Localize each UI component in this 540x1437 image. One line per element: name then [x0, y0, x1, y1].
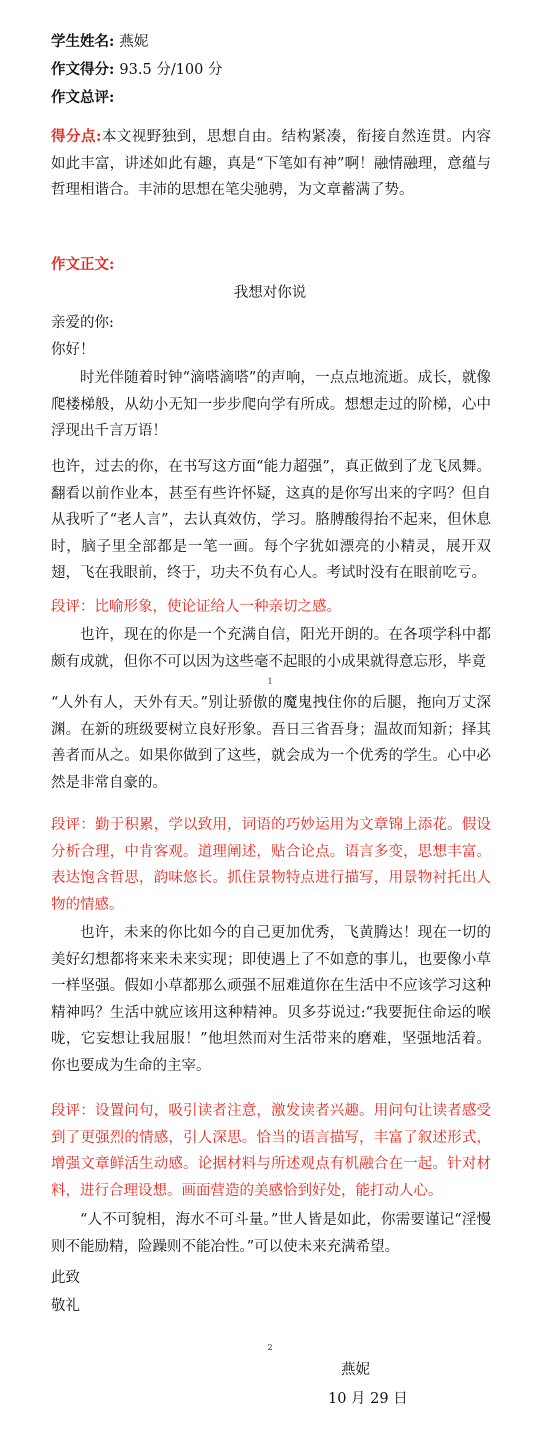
paragraph-comment-2: 段评：勤于积累，学以致用，词语的巧妙运用为文章锦上添花。假设分析合理，中肯客观。道理阐述，贴合论点。语言多变，思想丰富。表达饱含哲思，韵味悠长。抓住景物特点进行描写，用景物衬托出人物的情感。	[51, 817, 491, 913]
signature: 燕妮	[341, 1362, 370, 1378]
salutation: 亲爱的你:	[51, 315, 114, 331]
page-number-1: 1	[267, 677, 273, 686]
student-name-row	[51, 30, 491, 54]
essay-paragraph-3-part-1: 也许，现在的你是一个充满自信，阳光开朗的。在各项学科中都颇有成就，但你不可以因为这些毫不起眼的小成果就得意忘形，毕竟	[51, 627, 491, 670]
score-row	[51, 58, 491, 82]
essay-paragraph-4: 也许，未来的你比如今的自己更加优秀，飞黄腾达！现在一切的美好幻想都将来来未来实现；即使遇上了不如意的事儿，也要像小草一样坚强。假如小草都那么顽强不屈难道你在生活中不应该学习这种精神吗？生活中就应该用这种精神。贝多芬说过:“我要扼住命运的喉咙，它妄想让我屈服！”他坦然而对生活带来的磨难，坚强地活着。你也要成为生命的主宰。	[51, 925, 491, 1074]
essay-paragraph-3-part-2: “人外有人，天外有天。”别让骄傲的魔鬼拽住你的后腿，拖向万丈深渊。在新的班级要树立良好形象。吾日三省吾身；温故而知新；择其善者而从之。如果你做到了这些，就会成为一个优秀的学生。心中必然是非常自豪的。	[51, 695, 491, 791]
overall-comment-label: 作文总评:	[51, 89, 115, 106]
score-point-label: 得分点:	[51, 128, 102, 145]
paragraph-comment-3: 段评：设置问句，吸引读者注意，激发读者兴趣。用问句让读者感受到了更强烈的情感，引人深思。恰当的语言描写，丰富了叙述形式，增强文章鲜活生动感。论据材料与所述观点有机融合在一起。针对材料，进行合理设想。画面营造的美感恰到好处，能打动人心。	[51, 1103, 491, 1199]
paragraph-comment-1: 段评：比喻形象，使论证给人一种亲切之感。	[51, 599, 341, 615]
essay-paragraph-1: 时光伴随着时钟“滴嗒滴嗒”的声响，一点点地流逝。成长，就像爬楼梯般，从幼小无知一步步爬向学有所成。想想走过的阶梯，心中浮现出千言万语！	[51, 370, 491, 439]
date: 10 月 29 日	[328, 1391, 408, 1407]
student-name-value: 燕妮	[119, 34, 149, 50]
score-point-paragraph	[51, 124, 491, 204]
greeting: 你好！	[51, 342, 95, 358]
score-label: 作文得分:	[51, 61, 115, 78]
student-name-label: 学生姓名:	[51, 33, 115, 50]
essay-section-label: 作文正文:	[51, 256, 115, 273]
closing-line-2: 敬礼	[51, 1298, 80, 1314]
score-value: 93.5 分/100 分	[119, 62, 223, 78]
essay-title: 我想对你说	[233, 285, 307, 301]
closing-line-1: 此致	[51, 1270, 80, 1286]
score-point-text: 本文视野独到，思想自由。结构紧凑，衔接自然连贯。内容如此丰富，讲述如此有趣，真是“下笔如有神”啊！融情融理，意蕴与哲理相谐合。丰沛的思想在笔尖驰骋，为文章蓄满了势。	[51, 129, 492, 198]
page-number-2: 2	[267, 1343, 273, 1352]
essay-paragraph-5: “人不可貌相，海水不可斗量。”世人皆是如此，你需要谨记“淫慢则不能励精，险躁则不能冶性。”可以使未来充满希望。	[51, 1212, 491, 1255]
essay-paragraph-2: 也许，过去的你，在书写这方面“能力超强”，真正做到了龙飞凤舞。翻看以前作业本，甚至有些许怀疑，这真的是你写出来的字吗？但自从我听了“老人言”，去认真效仿，学习。胳膊酸得抬不起来，但休息时，脑子里全部都是一笔一画。每个字犹如漂亮的小精灵，展开双翅，飞在我眼前，终于，功夫不负有心人。考试时没有在眼前吃亏。	[51, 459, 491, 581]
